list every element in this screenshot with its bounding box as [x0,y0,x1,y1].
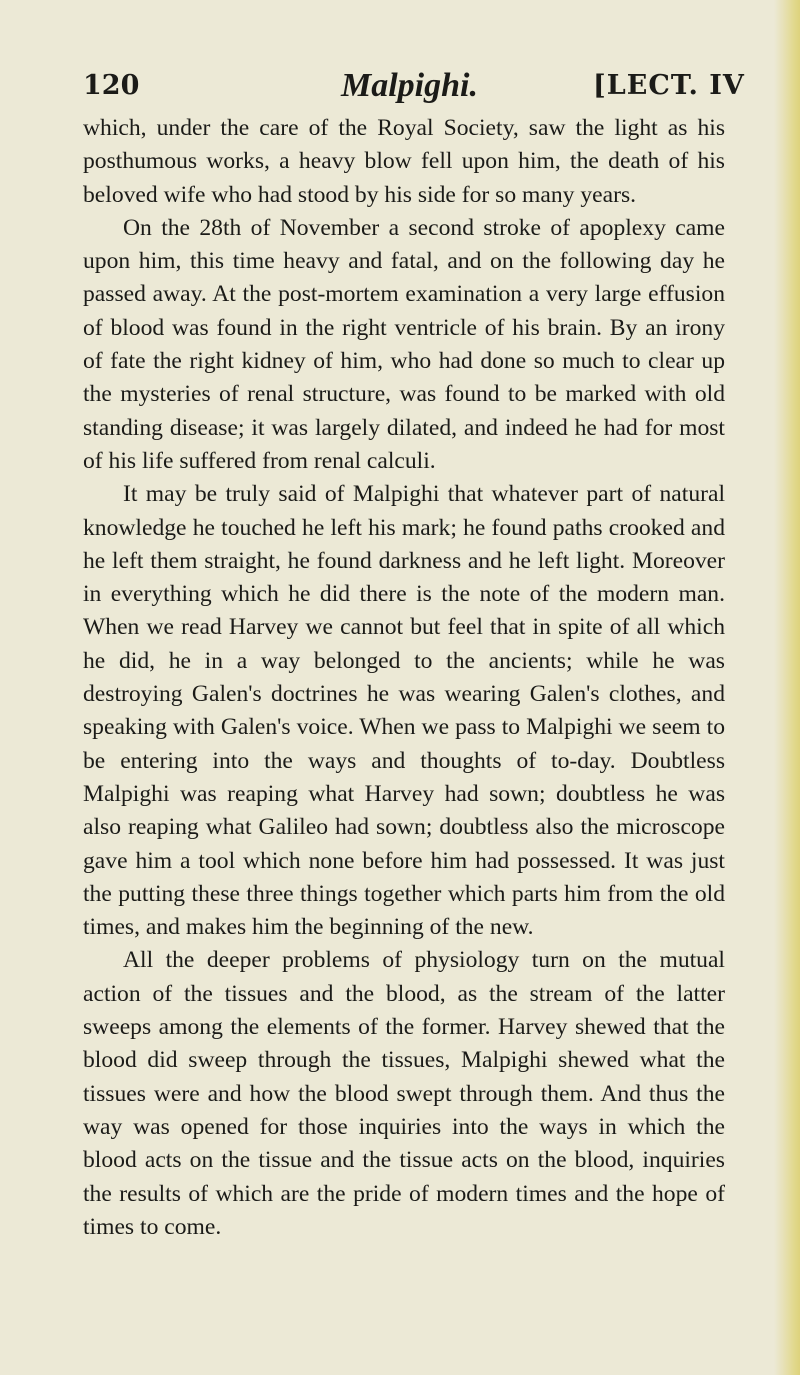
paragraph-death: On the 28th of November a second stroke of apoplexy came upon him, this time heavy and fatal, and on the following day he passed away. At the post-mortem examination a very large effusion of blood was found in the right ventricle of his brain. By an irony of fate the right kidney of him, who had done so much to clear up the mysteries of renal structure, was found to be marked with old standing disease; it was largely dilated, and indeed he had for most of his life suffered from renal calculi. [83,214,725,474]
running-title: Malpighi. [341,67,478,104]
section-label: [LECT. IV [593,70,745,101]
body-text [83,112,725,1244]
paragraph-continued: which, under the care of the Royal Society, saw the light as his posthumous works, a heavy blow fell upon him, the death of his beloved wife who had stood by his side for so many years. [83,115,725,208]
paragraph-physiology: All the deeper problems of physiology turn on the mutual action of the tissues and the blood, as the stream of the latter sweeps among the elements of the former. Harvey shewed that the blood did sweep through the tissues, Malpighi shewed what the tissues were and how the blood swept through them. And thus the way was opened for those inquiries into the ways in which the blood acts on the tissue and the tissue acts on the blood, inquiries the results of which are the pride of modern times and the hope of times to come. [83,947,725,1240]
paragraph-legacy: It may be truly said of Malpighi that whatever part of natural knowledge he touched he left his mark; he found paths crooked and he left them straight, he found darkness and he left light. Moreover in everything which he did there is the note of the modern man. When we read Harvey we cannot but feel that in spite of all which he did, he in a way belonged to the ancients; while he was destroying Galen's doctrines he was wearing Galen's clothes, and speaking with Galen's voice. When we pass to Malpighi we seem to be entering into the ways and thoughts of to-day. Doubtless Malpighi was reaping what Harvey had sown; doubtless he was also reaping what Galileo had sown; doubtless also the microscope gave him a tool which none before him had possessed. It was just the putting these three things together which parts him from the old times, and makes him the beginning of the new. [83,481,725,941]
page-number: 120 [83,70,140,101]
running-head [83,62,745,110]
page-edge [774,0,800,1375]
